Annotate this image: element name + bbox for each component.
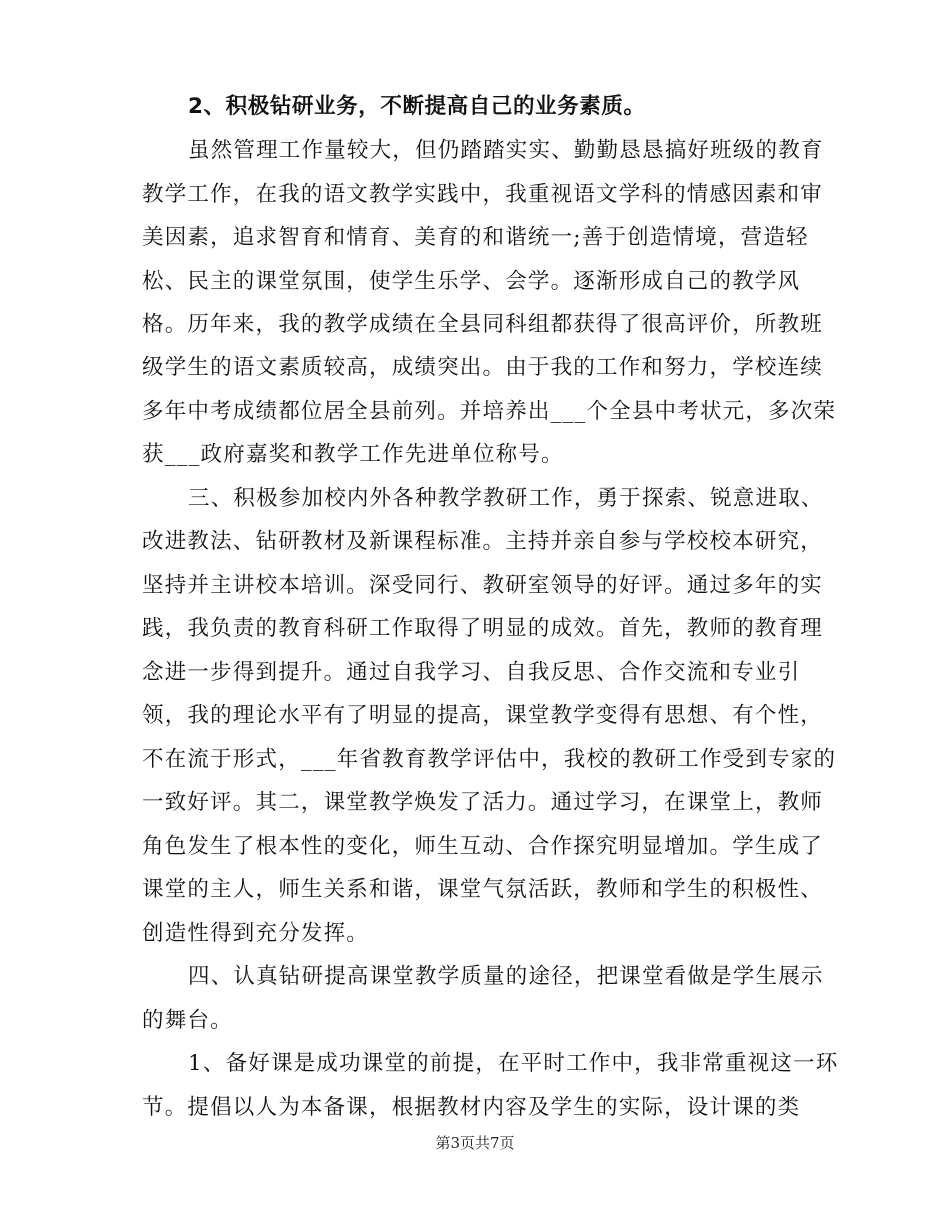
paragraph-line: 教学工作，在我的语文教学实践中，我重视语文学科的情感因素和审 [142, 182, 824, 207]
paragraph-line: 多年中考成绩都位居全县前列。并培养出___个全县中考状元，多次荣 [142, 399, 837, 424]
paragraph-line: 角色发生了根本性的变化，师生互动、合作探究明显增加。学生成了 [142, 834, 824, 859]
paragraph-line: 坚持并主讲校本培训。深受同行、教研室领导的好评。通过多年的实 [142, 573, 824, 598]
paragraph-line: 获___政府嘉奖和教学工作先进单位称号。 [142, 442, 564, 467]
paragraph-line: 的舞台。 [142, 1008, 233, 1033]
paragraph-line: 三、积极参加校内外各种教学教研工作，勇于探索、锐意进取、 [188, 486, 824, 511]
paragraph-line: 课堂的主人，师生关系和谐，课堂气氛活跃，教师和学生的积极性、 [142, 877, 824, 902]
page-number-footer: 第3页共7页 [435, 1134, 515, 1152]
paragraph-line: 创造性得到充分发挥。 [142, 921, 370, 946]
paragraph-line: 美因素，追求智育和情育、美育的和谐统一;善于创造情境，营造轻 [142, 225, 809, 250]
paragraph-line: 念进一步得到提升。通过自我学习、自我反思、合作交流和专业引 [142, 660, 801, 685]
paragraph-line: 四、认真钻研提高课堂教学质量的途径，把课堂看做是学生展示 [188, 964, 824, 989]
section-heading: 2、积极钻研业务，不断提高自己的业务素质。 [188, 94, 646, 119]
paragraph-line: 改进教法、钻研教材及新课程标准。主持并亲自参与学校校本研究， [142, 529, 824, 554]
paragraph-line: 领，我的理论水平有了明显的提高，课堂教学变得有思想、有个性， [142, 703, 824, 728]
paragraph-line: 节。提倡以人为本备课，根据教材内容及学生的实际，设计课的类 [142, 1095, 801, 1120]
paragraph-line: 一致好评。其二，课堂教学焕发了活力。通过学习，在课堂上，教师 [142, 790, 824, 815]
paragraph-line: 1、备好课是成功课堂的前提，在平时工作中，我非常重视这一环 [188, 1051, 839, 1076]
paragraph-line: 级学生的语文素质较高，成绩突出。由于我的工作和努力，学校连续 [142, 355, 824, 380]
paragraph-line: 践，我负责的教育科研工作取得了明显的成效。首先，教师的教育理 [142, 616, 824, 641]
paragraph-line: 不在流于形式，___年省教育教学评估中，我校的教研工作受到专家的 [142, 747, 837, 772]
paragraph-line: 格。历年来，我的教学成绩在全县同科组都获得了很高评价，所教班 [142, 312, 824, 337]
paragraph-line: 松、民主的课堂氛围，使学生乐学、会学。逐渐形成自己的教学风 [142, 269, 801, 294]
paragraph-line: 虽然管理工作量较大，但仍踏踏实实、勤勤恳恳搞好班级的教育 [188, 138, 824, 163]
